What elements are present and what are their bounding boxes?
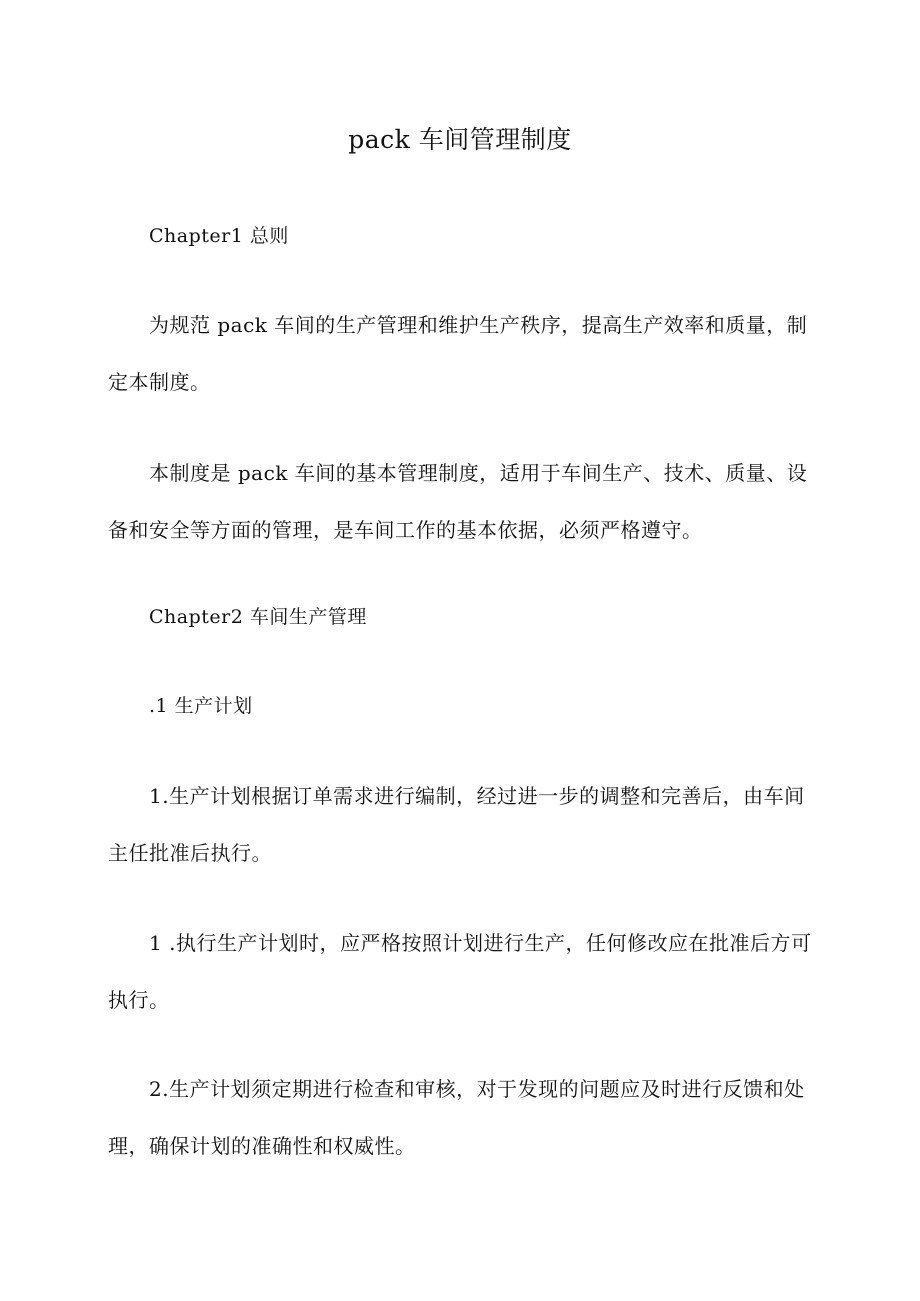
paragraph-plan-item-1b: 1 .执行生产计划时，应严格按照计划进行生产，任何修改应在批准后方可执行。 (108, 931, 812, 1012)
document-title: pack 车间管理制度 (348, 125, 572, 154)
section-production-plan-heading: .1 生产计划 (149, 695, 253, 717)
paragraph-plan-item-2: 2.生产计划须定期进行检查和审核，对于发现的问题应及时进行反馈和处理，确保计划的准确性和权威性。 (108, 1077, 805, 1158)
paragraph-purpose: 为规范 pack 车间的生产管理和维护生产秩序，提高生产效率和质量，制定本制度。 (108, 313, 808, 394)
chapter-2-heading: Chapter2 车间生产管理 (149, 606, 367, 628)
chapter-1-heading: Chapter1 总则 (149, 225, 289, 247)
paragraph-scope: 本制度是 pack 车间的基本管理制度，适用于车间生产、技术、质量、设备和安全等方面的管理，是车间工作的基本依据，必须严格遵守。 (108, 461, 808, 542)
paragraph-plan-item-1: 1.生产计划根据订单需求进行编制，经过进一步的调整和完善后，由车间主任批准后执行。 (108, 784, 805, 865)
